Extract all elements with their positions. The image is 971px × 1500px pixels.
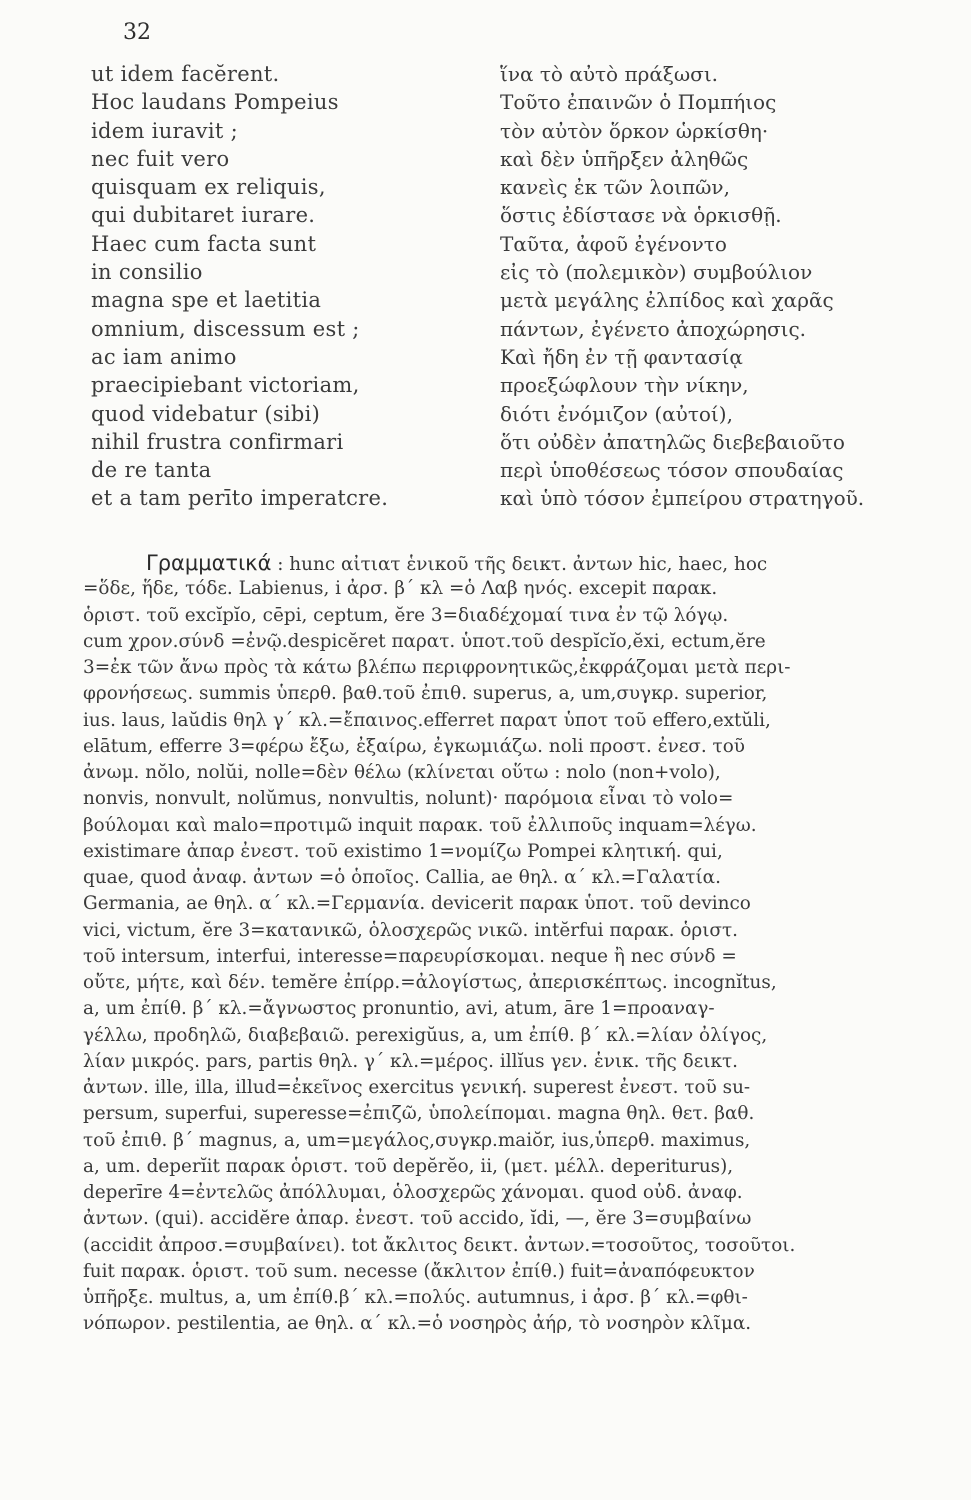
- grammar-notes-heading: Γραμματικά: [146, 551, 272, 575]
- greek-line: Ταῦτα, ἀφοῦ ἐγένοντο: [500, 231, 727, 256]
- grammar-notes-first-line: [83, 550, 968, 576]
- grammar-notes-line: οὔτε, μήτε, καὶ δέν. temĕre ἐπίρρ.=ἀλογίστως, ἀπερισκέπτως. incognĭtus,: [83, 972, 777, 993]
- grammar-notes-line: Germania, ae θηλ. α΄ κλ.=Γερμανία. devicerit παρακ ὑποτ. τοῦ devinco: [83, 893, 751, 915]
- grammar-notes-line: λίαν μικρός. pars, partis θηλ. γ΄ κλ.=μέρος. illĭus γεν. ἑνικ. τῆς δεικτ.: [83, 1050, 738, 1072]
- latin-line: de re tanta: [91, 458, 212, 483]
- greek-line: εἰς τὸ (πολεμικὸν) συμβούλιον: [500, 260, 813, 285]
- latin-line: nihil frustra confirmari: [91, 429, 344, 454]
- grammar-notes-line: a, um ἐπίθ. β΄ κλ.=ἄγνωστος pronuntio, avi, atum, āre 1=προαναγ-: [83, 998, 715, 1020]
- grammar-notes-line: ἀνωμ. nŏlo, nolŭi, nolle=δὲν θέλω (κλίνεται οὕτω : nolo (non+volo),: [83, 762, 721, 783]
- latin-line: Haec cum facta sunt: [91, 231, 317, 256]
- grammar-notes: [83, 550, 968, 1338]
- greek-line: Τοῦτο ἐπαινῶν ὁ Πομπήιος: [500, 90, 777, 115]
- latin-line: quisquam ex reliquis,: [91, 175, 326, 200]
- grammar-notes-line: γέλλω, προδηλῶ, διαβεβαιῶ. perexigŭus, a, um ἐπίθ. β΄ κλ.=λίαν ὀλίγος,: [83, 1024, 768, 1046]
- grammar-notes-line: fuit παρακ. ὁριστ. τοῦ sum. necesse (ἄκλιτον ἐπίθ.) fuit=ἀναπόφευκτον: [83, 1260, 755, 1282]
- latin-line: praecipiebant victoriam,: [91, 373, 360, 398]
- greek-line: ὅτι οὐδὲν ἀπατηλῶς διεβεβαιοῦτο: [500, 429, 845, 454]
- grammar-notes-line: ἀντων. (qui). accidĕre ἀπαρ. ἐνεστ. τοῦ accido, ĭdi, —, ĕre 3=συμβαίνω: [83, 1208, 752, 1230]
- latin-line: nec fuit vero: [91, 146, 230, 171]
- greek-line: διότι ἐνόμιζον (αὐτοί),: [500, 401, 733, 426]
- grammar-notes-line: a, um. deperĭit παρακ ὁριστ. τοῦ depĕrĕo, ii, (μετ. μέλλ. deperiturus),: [83, 1155, 734, 1177]
- greek-line: μετὰ μεγάλης ἐλπίδος καὶ χαρᾶς: [500, 288, 834, 313]
- latin-line: quod videbatur (sibi): [91, 401, 321, 426]
- grammar-notes-line: existimare ἀπαρ ἐνεστ. τοῦ existimo 1=νομίζω Pompei κλητική. qui,: [83, 840, 723, 862]
- grammar-notes-line: 3=ἐκ τῶν ἄνω πρὸς τὰ κάτω βλέπω περιφρονητικῶς,ἐκφράζομαι μετὰ περι-: [83, 657, 791, 678]
- grammar-notes-line: βούλομαι καὶ malo=προτιμῶ inquit παρακ. τοῦ ἐλλιποῦς inquam=λέγω.: [83, 814, 757, 836]
- grammar-notes-line: nonvis, nonvult, nolŭmus, nonvultis, nolunt)· παρόμοια εἶναι τὸ volo=: [83, 788, 734, 810]
- grammar-notes-line: =ὅδε, ἥδε, τόδε. Labienus, i ἀρσ. β΄ κλ =ὁ Λαβ ηνός. excepit παρακ.: [83, 578, 718, 600]
- greek-line: προεξώφλουν τὴν νίκην,: [500, 373, 749, 398]
- greek-line: κανεὶς ἐκ τῶν λοιπῶν,: [500, 175, 730, 200]
- grammar-notes-line: persum, superfui, superesse=ἐπιζῶ, ὑπολείπομαι. magna θηλ. θετ. βαθ.: [83, 1103, 755, 1125]
- latin-line: ut idem facĕrent.: [91, 62, 280, 86]
- latin-line: et a tam perīto imperatcre.: [91, 486, 389, 511]
- grammar-notes-line: ἀντων. ille, illa, illud=ἐκεῖνος exercitus γενική. superest ἐνεστ. τοῦ su-: [83, 1077, 751, 1098]
- grammar-notes-line: (accidit ἀπροσ.=συμβαίνει). tot ἄκλιτος δεικτ. ἀντων.=τοσοῦτος, τοσοῦτοι.: [83, 1234, 796, 1256]
- grammar-notes-line: vici, victum, ĕre 3=κατανικῶ, ὁλοσχερῶς νικῶ. intĕrfui παρακ. ὁριστ.: [83, 919, 738, 941]
- greek-translation-column: [500, 60, 864, 513]
- latin-text-column: [91, 60, 388, 513]
- grammar-notes-line: νόπωρον. pestilentia, ae θηλ. α΄ κλ.=ὁ νοσηρὸς ἀήρ, τὸ νοσηρὸν κλῖμα.: [83, 1313, 752, 1335]
- grammar-notes-line: ius. laus, laŭdis θηλ γ΄ κλ.=ἔπαινος.efferret παρατ ὑποτ τοῦ effero,extŭli,: [83, 709, 771, 731]
- greek-line: καὶ δὲν ὑπῆρξεν ἀληθῶς: [500, 146, 749, 171]
- grammar-notes-line: ὑπῆρξε. multus, a, um ἐπίθ.β΄ κλ.=πολύς. autumnus, i ἀρσ. β΄ κλ.=φθι-: [83, 1287, 748, 1308]
- grammar-notes-first-text: : hunc αἰτιατ ἑνικοῦ τῆς δεικτ. ἀντων hic, haec, hoc: [277, 554, 768, 575]
- latin-line: in consilio: [91, 260, 203, 285]
- latin-line: omnium, discessum est ;: [91, 316, 360, 341]
- page-number: 32: [123, 20, 151, 45]
- latin-line: Hoc laudans Pompeius: [91, 90, 339, 115]
- greek-line: καὶ ὑπὸ τόσον ἐμπείρου στρατηγοῦ.: [500, 486, 865, 511]
- greek-line: Καὶ ἤδη ἐν τῇ φαντασίᾳ: [500, 344, 743, 369]
- greek-line: τὸν αὐτὸν ὅρκον ὡρκίσθη·: [500, 118, 769, 143]
- grammar-notes-line: elātum, efferre 3=φέρω ἔξω, ἐξαίρω, ἐγκωμιάζω. noli προστ. ἐνεσ. τοῦ: [83, 735, 745, 757]
- grammar-notes-line: φρονήσεως. summis ὑπερθ. βαθ.τοῦ ἐπιθ. superus, a, um,συγκρ. superior,: [83, 683, 768, 705]
- latin-line: magna spe et laetitia: [91, 288, 322, 313]
- grammar-notes-line: quae, quod ἀναφ. ἀντων =ὁ ὁποῖος. Callia, ae θηλ. α΄ κλ.=Γαλατία.: [83, 867, 721, 888]
- grammar-notes-line: τοῦ ἐπιθ. β΄ magnus, a, um=μεγάλος,συγκρ.maiŏr, ius,ὑπερθ. maximus,: [83, 1129, 751, 1151]
- latin-line: idem iuravit ;: [91, 118, 238, 143]
- latin-line: ac iam animo: [91, 344, 237, 369]
- greek-line: ὅστις ἐδίστασε νὰ ὁρκισθῇ.: [500, 203, 782, 228]
- latin-line: qui dubitaret iurare.: [91, 203, 316, 228]
- grammar-notes-line: deperīre 4=ἐντελῶς ἀπόλλυμαι, ὁλοσχερῶς χάνομαι. quod οὐδ. ἀναφ.: [83, 1182, 743, 1203]
- grammar-notes-line: ὁριστ. τοῦ excĭpĭo, cēpi, ceptum, ĕre 3=διαδέχομαί τινα ἐν τῷ λόγῳ.: [83, 604, 729, 626]
- grammar-notes-line: τοῦ intersum, interfui, interesse=παρευρίσκομαι. neque ἢ nec σύνδ =: [83, 945, 737, 967]
- greek-line: περὶ ὑποθέσεως τόσον σπουδαίας: [500, 458, 844, 483]
- grammar-notes-line: cum χρον.σύνδ =ἐνῷ.despicĕret παρατ. ὑποτ.τοῦ despĭcĭo,ĕxi, ectum,ĕre: [83, 630, 766, 652]
- greek-line: ἵνα τὸ αὐτὸ πράξωσι.: [500, 62, 719, 86]
- greek-line: πάντων, ἐγένετο ἀποχώρησις.: [500, 316, 806, 341]
